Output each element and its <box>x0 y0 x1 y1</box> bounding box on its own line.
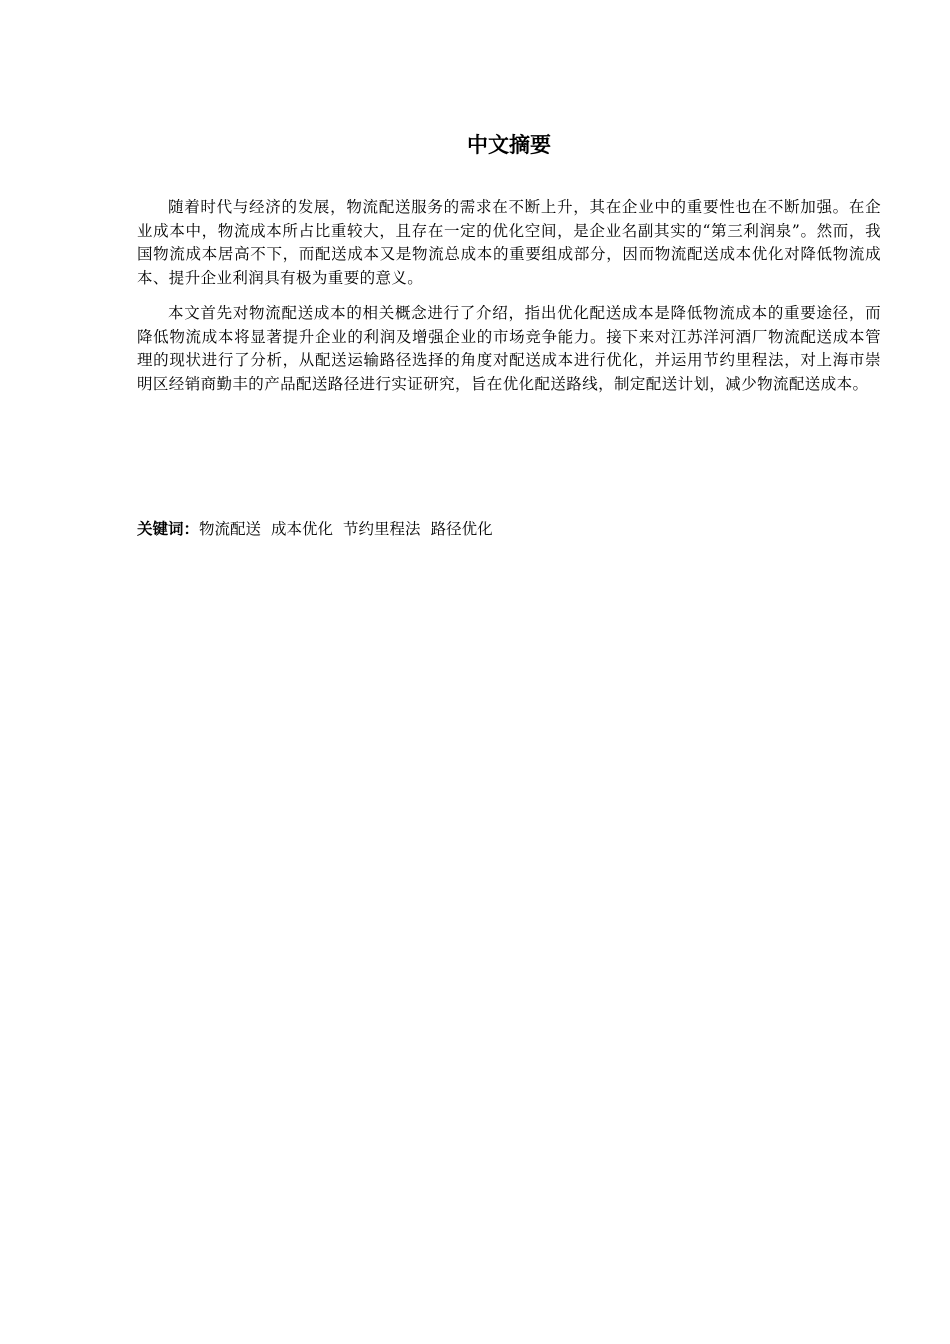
abstract-paragraph-1: 随着时代与经济的发展，物流配送服务的需求在不断上升，其在企业中的重要性也在不断加强。在企业成本中，物流成本所占比重较大，且存在一定的优化空间，是企业名副其实的“第三利润泉”。然而，我国物流成本居高不下，而配送成本又是物流总成本的重要组成部分，因而物流配送成本优化对降低物流成本、提升企业利润具有极为重要的意义。 <box>137 198 881 287</box>
keyword-item: 节约里程法 <box>343 520 421 538</box>
abstract-paragraph-2: 本文首先对物流配送成本的相关概念进行了介绍，指出优化配送成本是降低物流成本的重要途径，而降低物流成本将显著提升企业的利润及增强企业的市场竞争能力。接下来对江苏洋河酒厂物流配送成本管理的现状进行了分析，从配送运输路径选择的角度对配送成本进行优化，并运用节约里程法，对上海市崇明区经销商勤丰的产品配送路径进行实证研究，旨在优化配送路线，制定配送计划，减少物流配送成本。 <box>137 304 881 393</box>
keyword-item: 物流配送 <box>199 520 262 538</box>
page-title: 中文摘要 <box>467 133 551 157</box>
keywords-label: 关键词： <box>137 520 200 538</box>
keyword-item: 成本优化 <box>271 520 334 538</box>
abstract-body <box>137 196 881 408</box>
keywords-line <box>137 517 881 541</box>
keyword-item: 路径优化 <box>430 520 493 538</box>
